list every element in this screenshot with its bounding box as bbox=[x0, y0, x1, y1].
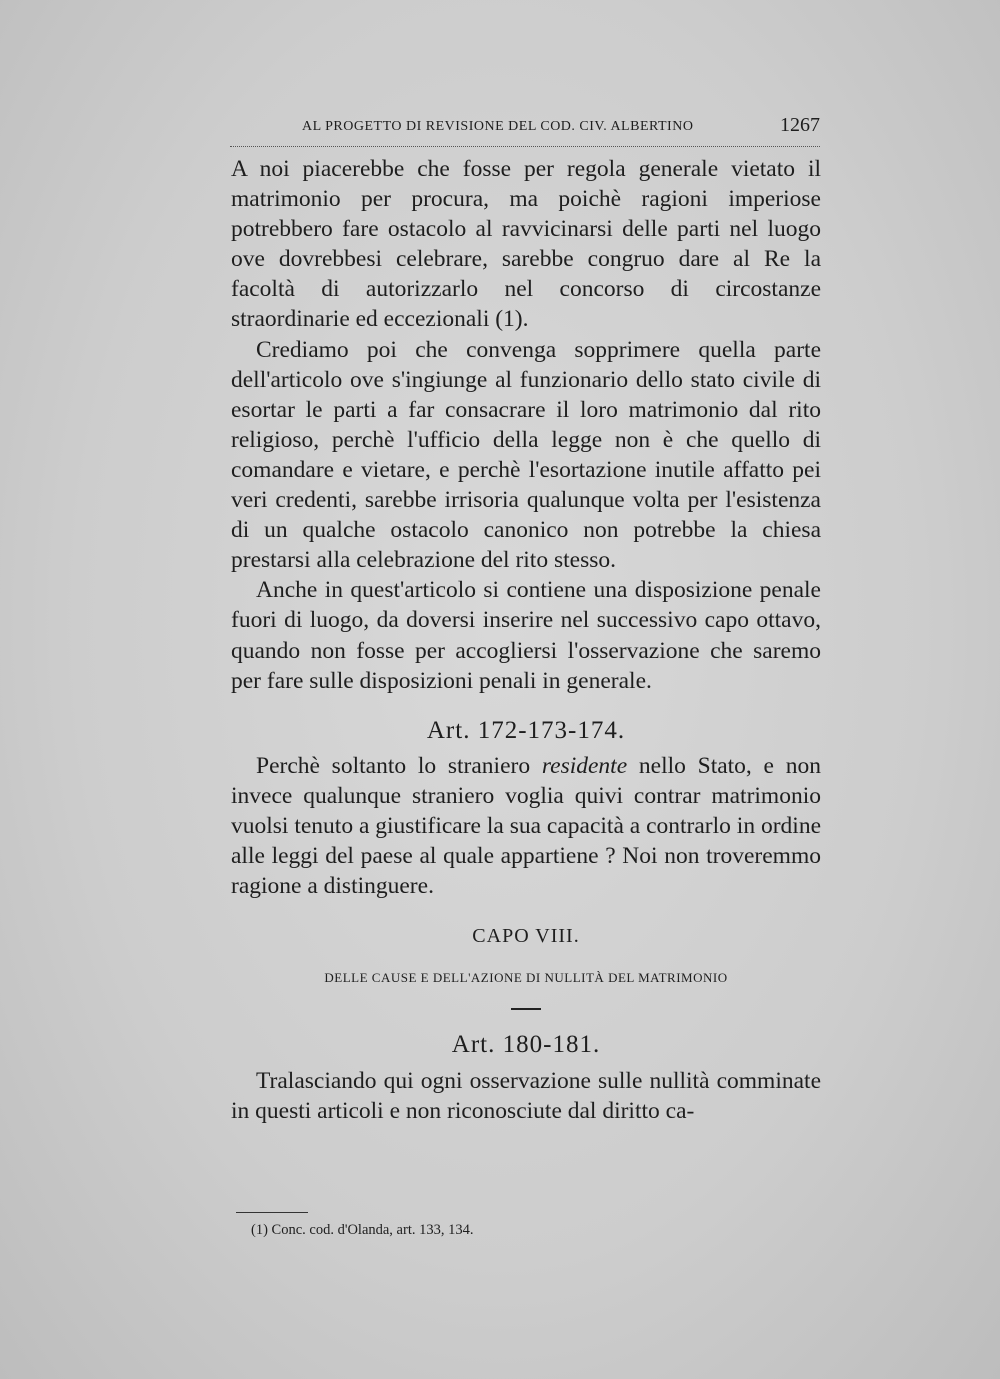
chapter-subtitle: DELLE CAUSE E DELL'AZIONE DI NULLITÀ DEL MATRIMONIO bbox=[324, 970, 728, 986]
article-heading-180: Art. 180-181. bbox=[451, 1031, 601, 1059]
paragraph-straniero-end: nello Stato, e non invece qualunque straniero voglia quivi contrar matrimonio vuolsi tenuto a giustificare la sua capacità a contrarlo in ordine alle leggi del paese al quale appartiene ? Noi non troveremmo ragione a distinguere. bbox=[231, 752, 821, 900]
italic-word-residente: residente bbox=[541, 752, 628, 779]
running-head: AL PROGETTO DI REVISIONE DEL COD. CIV. ALBERTINO bbox=[302, 119, 694, 134]
chapter-title: CAPO VIII. bbox=[472, 925, 580, 948]
paragraph-esortazione: Crediamo poi che convenga sopprimere quella parte dell'articolo ove s'ingiunge al funzionario dello stato civile di esortar le parti a far consacrare il loro matrimonio dal rito religioso, perchè l'ufficio della legge non è che quello di comandare e vietare, e perchè l'esortazione inutile affatto pei veri credenti, sarebbe irrisoria qualunque volta per l'esistenza di un qualche ostacolo canonico non potrebbe la chiesa prestarsi alla celebrazione del rito stesso. bbox=[231, 336, 821, 574]
page-header bbox=[230, 112, 820, 147]
paragraph-procura: A noi piacerebbe che fosse per regola generale vietato il matrimonio per procura, ma poichè ragioni imperiose potrebbero fare ostacolo al ravvicinarsi delle parti nel luogo ove dovrebbesi celebrare, sarebbe congruo dare al Re la facoltà di autorizzarlo nel concorso di circostanze straordinarie ed eccezionali (1). bbox=[231, 156, 821, 333]
paragraph-disposizione-penale: Anche in quest'articolo si contiene una disposizione penale fuori di luogo, da doversi inserire nel successivo capo ottavo, quando non fosse per accogliersi l'osservazione che saremo per fare sulle disposizioni penali in generale. bbox=[231, 577, 821, 694]
page-number: 1267 bbox=[780, 114, 820, 136]
paragraph-nullita: Tralasciando qui ogni osservazione sulle nullità comminate in questi articoli e non riconosciute dal diritto ca- bbox=[231, 1067, 821, 1124]
body-text bbox=[231, 154, 821, 1126]
paragraph-straniero bbox=[231, 751, 821, 901]
paragraph-straniero-start: Perchè soltanto lo straniero bbox=[256, 752, 542, 779]
chapter-rule bbox=[511, 1008, 541, 1010]
footnote: (1) Conc. cod. d'Olanda, art. 133, 134. bbox=[251, 1222, 474, 1238]
footnote-rule bbox=[236, 1212, 308, 1213]
article-heading-172: Art. 172-173-174. bbox=[426, 716, 626, 744]
